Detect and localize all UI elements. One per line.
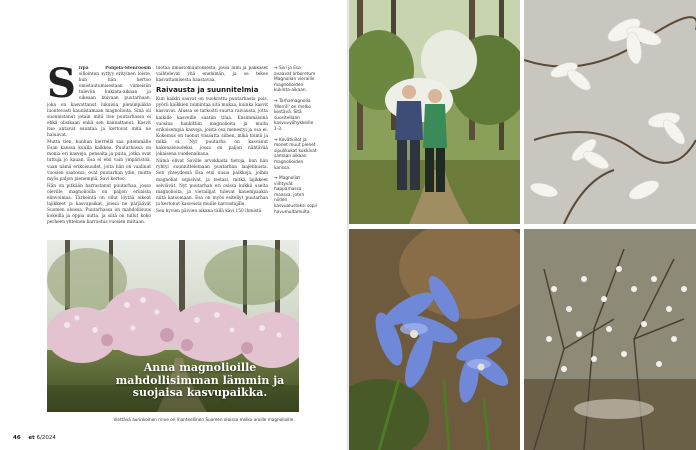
paragraph-7: Sen hyvien päivien aikana tällä kävi 150 ihmistä. xyxy=(156,208,263,214)
subheading: Raivausta ja suunnitelmia xyxy=(156,86,259,95)
sidebar-caption: → Tarhamagnolia 'Merrill' on melko kestävä. Sitä suositellaan kasvuvyöhykkeille 1-3. xyxy=(274,98,314,132)
drop-cap: S xyxy=(47,66,76,107)
arrow-right-icon: → xyxy=(274,176,278,182)
arrow-right-icon: → xyxy=(274,137,278,143)
paragraph-3: Hän on pitkään harrastanut puutarhaa, jossa oleville magnolioilla on paljon erilaista elinvoimaa. Tärkeintä on ollut löytää oikeat lajikkeet ja kasvupaikat, joissa ne pärjäävät Suomen oloissa. Puutarhassa on mahdollisuus kokeilla ja oppia uutta, ja siitä on tullut koko perheen yhteinen harrastus vuosien mittaan. xyxy=(47,183,151,226)
arrow-right-icon: → xyxy=(274,66,278,71)
paragraph-4: tuotaa ilmastomuutoksesta, jossa lumi ja pakkaset vaihtelevat yhä enemmän, ja se tekee kasvattamisesta haastavaa. xyxy=(156,66,268,84)
page-number: 46 xyxy=(13,435,21,441)
page-footer xyxy=(13,435,56,441)
arrow-right-icon: → xyxy=(274,98,278,104)
photo-caption: Viettävä aurinkoinen rinne on ihanteellinen Suomen oloissa melko aroille magnolioille. xyxy=(113,417,295,422)
pull-quote: Anna magnolioille mahdollisimman lämmin ja suojaisa kasvupaikka. xyxy=(115,361,285,399)
text-column-1 xyxy=(47,66,151,234)
sidebar-caption: → Sivi ja Esa avaavat arboretum Magnolian vieraille magnolioiden kukinta-aikaan. xyxy=(274,66,316,94)
scilla-image xyxy=(349,229,520,450)
photo-captions-sidebar xyxy=(274,66,318,220)
paragraph-5: Kun kaikki sauvat on vuokrattu puutarhasta pois, pyörii kaikkien toimintaa sitä mukaa, kuinka kasvit kasvavat. Alussa se tarkoitti suurta raivausta, jotta kaikille kasveille saatiin tilaa. Ensimmäisinä vuosina hankittiin magnolioita ja muita erikoisempia kasveja, joista osa menestyi ja osa ei. Kokemus on tuonut viisautta siihen, mikä toimii ja mikä ei. Nyt puutarha on kasvanut kokonaisuudeksi, jossa on paljon nähtävää jokaisena vuodenaikana. xyxy=(156,97,268,158)
magnolia-tree-image xyxy=(524,229,696,450)
paragraph-1 xyxy=(47,66,151,139)
sidebar-caption: → Magnoliat viihtyvät happamassa maassa, joten niiden kasvualustaksi sopii havumultamulta. xyxy=(274,176,317,215)
blue-scilla-flowers-photo xyxy=(349,229,520,450)
white-magnolia-flowers-photo xyxy=(524,0,696,224)
magnolia-tree-photo xyxy=(524,229,696,450)
text-column-2 xyxy=(156,66,268,228)
issue-number: 6/2024 xyxy=(36,435,56,441)
paragraph-2: Mutta tien, kunhan kierrellä saa pitemmälle Esan kanssa kuulla kaikkea. Puutarhassa on monia eri kasveja, pensaita ja puita, jotka ovat tuttuja jo kauan. Esa ei etsi vain ympäristöä, vaan nämä erikoisuudet, joita hän on vaalinut vuosien saatossa, ovat puutarhan ydin, mutta myös paljon pienempiä, Savi kertoo. xyxy=(47,140,151,182)
lead-name: irpa Pohjola-Stenroosin xyxy=(78,66,151,71)
paragraph-6: Nämä olivat Saville arvokkaita tietoja, kun hän ryhtyi suunnittelemaan puutarhan laajennusta. Sen yhteydessä Esa etsi uusia paikkoja, joihin magnoliat sopisivat, ja testasi, mitkä lajikkeet selviävät. Nyt puutarhan eri osissa kukkii useita magnolioita, ja vierailijat tulevat kauempaakin niitä katsomaan. Esa on myös esitellyt puutarhaa ja kertonut kasveista muille harrastajille. xyxy=(156,159,268,207)
paragraph-1-text: sillointen syttyy erityinen loiste, kun hän kertoo omistautumisestaan viimeisiin tuleviin kukinta-aikaan ja oikeaan kuivaan puutarhaan, joka on kasvattanut lukuisia pienimpiäkin luontevasti kaunistamaan magnolioita. Sinä oli suonnistanut jotain mitä itse puutarhassa ei ehkä olisikaan enkä sen kannattanut. Kasvit itse antavat suuntaa ja kertovat mitä ne haluavat. xyxy=(47,72,151,139)
couple-in-garden-photo xyxy=(349,0,520,224)
magnolia-image xyxy=(524,0,696,224)
magazine-logo: et xyxy=(28,435,35,441)
couple-image xyxy=(349,0,520,224)
sidebar-caption: → Kevätkiilot ja monet muut pienet sipulikukat kukkivat samaan aikaan magnolioiden kanssa. xyxy=(274,137,317,171)
